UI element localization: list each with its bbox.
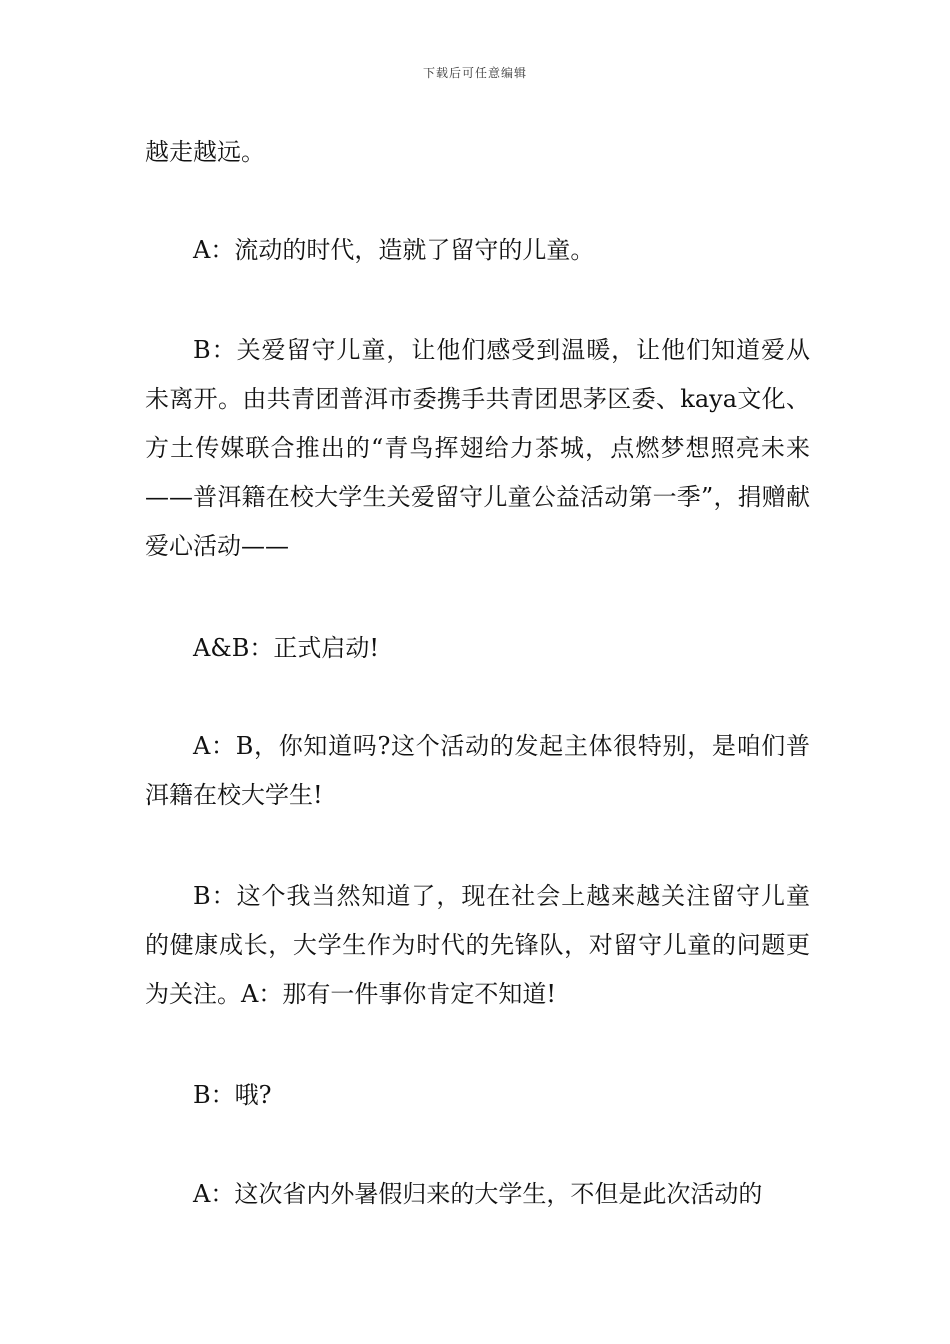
paragraph-dialogue-a-3: A：这次省内外暑假归来的大学生，不但是此次活动的 bbox=[193, 1180, 763, 1208]
paragraph-dialogue-ab: A&B：正式启动! bbox=[193, 634, 379, 662]
paragraph-dialogue-b-2: B：这个我当然知道了，现在社会上越来越关注留守儿童的健康成长，大学生作为时代的先锋队，对留守儿童的问题更为关注。A：那有一件事你肯定不知道! bbox=[145, 882, 810, 1008]
paragraph-dialogue-a-2: A：B，你知道吗?这个活动的发起主体很特别，是咱们普洱籍在校大学生! bbox=[145, 732, 810, 809]
paragraph-dialogue-b-1: B：关爱留守儿童，让他们感受到温暖，让他们知道爱从未离开。由共青团普洱市委携手共青团思茅区委、kaya文化、方土传媒联合推出的“青鸟挥翅给力茶城，点燃梦想照亮未来——普洱籍在校大学生关爱留守儿童公益活动第一季”，捐赠献爱心活动—— bbox=[145, 336, 810, 560]
paragraph-dialogue-a-1: A：流动的时代，造就了留守的儿童。 bbox=[193, 236, 595, 264]
page-header-note: 下载后可任意编辑 bbox=[422, 66, 527, 80]
paragraph-dialogue-b-3: B：哦? bbox=[193, 1081, 272, 1109]
paragraph-continuation: 越走越远。 bbox=[145, 138, 265, 166]
